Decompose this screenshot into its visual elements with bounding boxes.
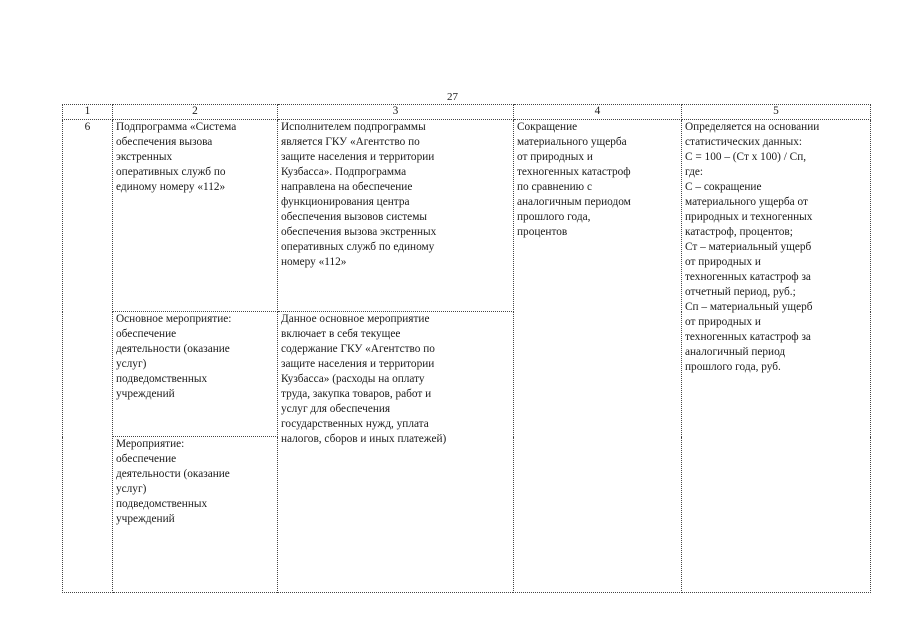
header-cell-3: 3 — [278, 105, 514, 120]
indicator-method-cell: Определяется на основании статистических данных: С = 100 – (Ст x 100) / Сп, где: С – сокращение материального ущерба от природных и техногенных катастроф, процентов; Ст – материальный ущерб от природных и техногенных катастроф за отчетный период, руб.; Сп – материальный ущерб от природных и техногенных катастроф за аналогичный период прошлого года, руб. — [682, 120, 871, 593]
main-activity-description-cell: Данное основное мероприятие включает в себя текущее содержание ГКУ «Агентство по защите населения и территории Кузбасса» (расходы на оплату труда, закупка товаров, работ и услуг для обеспечения государственных нужд, уплата налогов, сборов и иных платежей) — [278, 312, 514, 593]
program-name-cell: Подпрограмма «Система обеспечения вызова экстренных оперативных служб по единому номеру «112» — [113, 120, 278, 312]
activity-name-cell: Мероприятие: обеспечение деятельности (оказание услуг) подведомственных учреждений — [113, 437, 278, 593]
header-cell-2: 2 — [113, 105, 278, 120]
header-cell-4: 4 — [514, 105, 682, 120]
indicator-name-cell: Сокращение материального ущерба от природных и техногенных катастроф по сравнению с аналогичным периодом прошлого года, процентов — [514, 120, 682, 593]
table-row — [63, 120, 871, 312]
page-number: 27 — [447, 91, 458, 103]
program-description-cell: Исполнителем подпрограммы является ГКУ «Агентство по защите населения и территории Кузбасса». Подпрограмма направлена на обеспечение функционирования центра обеспечения вызовов системы обеспечения вызова экстренных оперативных служб по единому номеру «112» — [278, 120, 514, 312]
header-cell-1: 1 — [63, 105, 113, 120]
header-cell-5: 5 — [682, 105, 871, 120]
main-activity-name-cell: Основное мероприятие: обеспечение деятельности (оказание услуг) подведомственных учреждений — [113, 312, 278, 437]
document-table — [62, 104, 871, 593]
row-number-cell: 6 — [63, 120, 113, 593]
table-header-row — [63, 105, 871, 120]
